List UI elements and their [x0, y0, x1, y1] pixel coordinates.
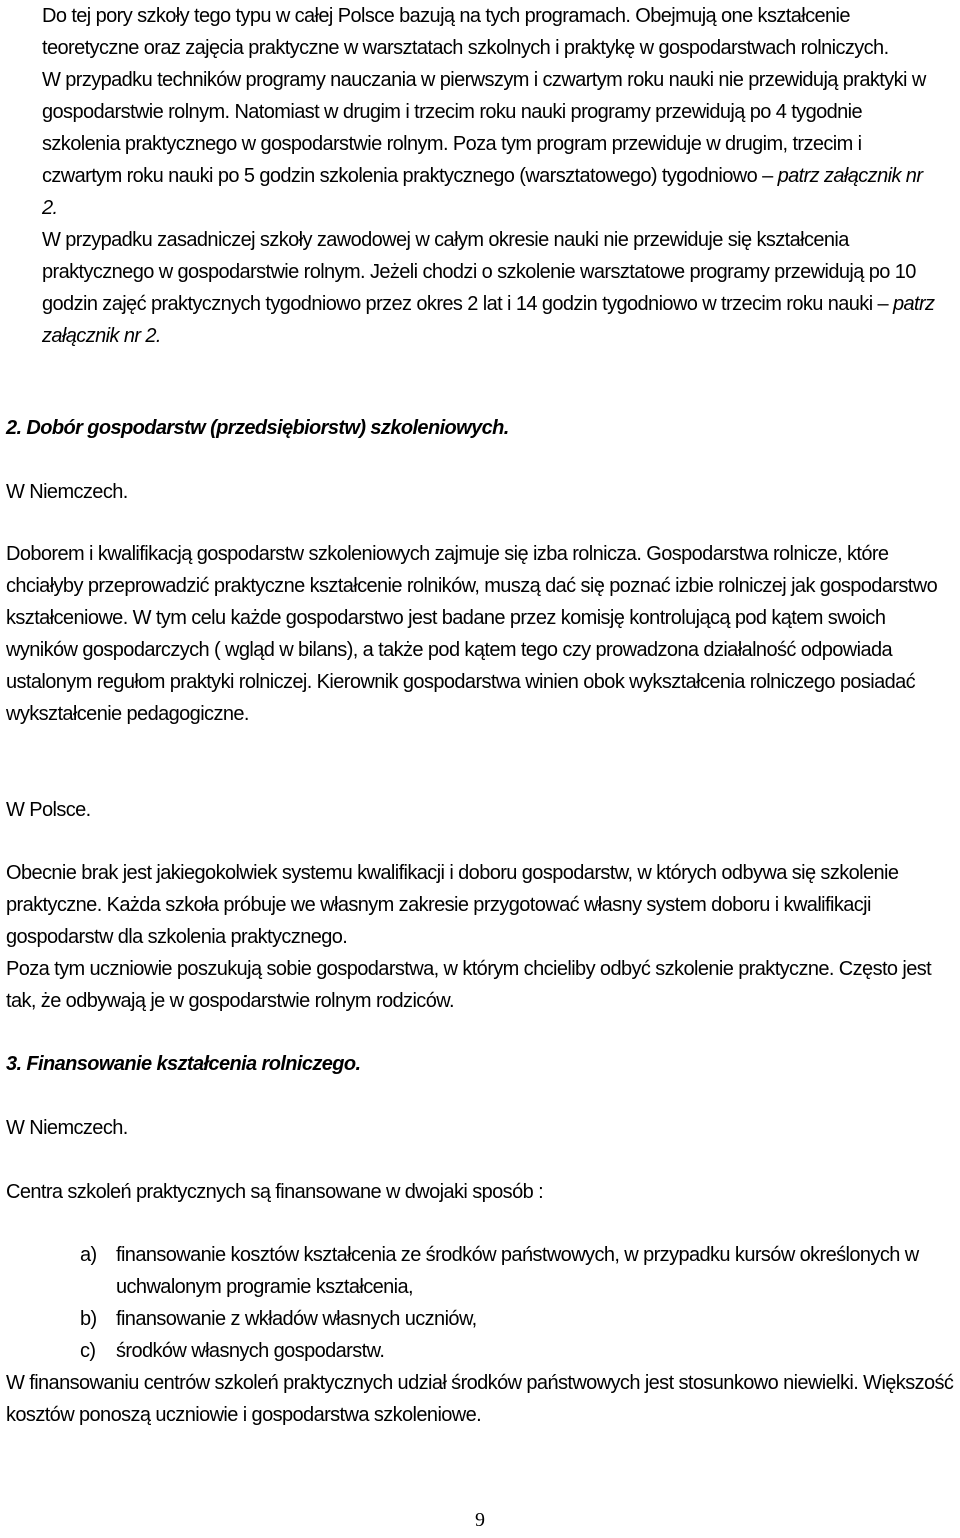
section-2-poland-label: W Polsce. — [6, 799, 91, 821]
section-3-heading: 3. Finansowanie kształcenia rolniczego. — [6, 1053, 361, 1075]
section-2-poland-paragraph-1: Obecnie brak jest jakiegokolwiek systemu kwalifikacji i doboru gospodarstw, w których odbywa się szkolenie praktyczne. Każda szkoła próbuje we własnym zakresie przygotować własny system doboru i kwalifikacji gospodarstw dla szkolenia praktycznego. — [6, 862, 899, 948]
list-marker: a) — [80, 1244, 97, 1266]
intro-section — [42, 0, 942, 352]
section-3-intro: Centra szkoleń praktycznych są finansowane w dwojaki sposób : — [6, 1181, 544, 1203]
page-number: 9 — [475, 1509, 485, 1531]
intro-paragraph-3 — [42, 224, 942, 352]
section-3-germany-label: W Niemczech. — [6, 1117, 128, 1139]
section-3-closing-paragraph: W finansowaniu centrów szkoleń praktycznych udział środków państwowych jest stosunkowo niewielki. Większość kosztów ponoszą uczniowie i gospodarstwa szkoleniowe. — [6, 1372, 954, 1426]
list-item-text: finansowanie kosztów kształcenia ze środków państwowych, w przypadku kursów określonych w uchwalonym programie kształcenia, — [116, 1244, 919, 1298]
list-item — [6, 1303, 956, 1335]
list-item-text: finansowanie z wkładów własnych uczniów, — [116, 1308, 477, 1330]
intro-paragraph-3-text: W przypadku zasadniczej szkoły zawodowej w całym okresie nauki nie przewiduje się kształcenia praktycznego w gospodarstwie rolnym. Jeżeli chodzi o szkolenie warsztatowe programy przewidują po 10 godzin zajęć praktycznych tygodniowo przez okres 2 lat i 14 godzin tygodniowo w trzecim roku nauki – — [42, 229, 916, 315]
intro-paragraph-2-text: W przypadku techników programy nauczania w pierwszym i czwartym roku nauki nie przewidują praktyki w gospodarstwie rolnym. Natomiast w drugim i trzecim roku nauki programy przewidują po 4 tygodnie szkolenia praktycznego w gospodarstwie rolnym. Poza tym program przewiduje w drugim, trzecim i czwartym roku nauki po 5 godzin szkolenia praktycznego (warsztatowego) tygodniowo – — [42, 69, 926, 187]
list-marker: c) — [80, 1340, 96, 1362]
attachment-reference: patrz załącznik nr 2. — [42, 165, 923, 219]
attachment-reference: patrz załącznik nr 2. — [42, 293, 935, 347]
section-2-germany-label: W Niemczech. — [6, 481, 128, 503]
list-marker: b) — [80, 1308, 97, 1330]
section-2-germany-paragraph: Doborem i kwalifikacją gospodarstw szkoleniowych zajmuje się izba rolnicza. Gospodarstwa rolnicze, które chciałyby przeprowadzić praktyczne kształcenie rolników, muszą dać się poznać izbie rolniczej jak gospodarstwo kształceniowe. W tym celu każde gospodarstwo jest badane przez komisję kontrolującą pod kątem swoich wyników gospodarczych ( wgląd w bilans), a także pod kątem tego czy prowadzona działalność odpowiada ustalonym regułom praktyki rolniczej. Kierownik gospodarstwa winien obok wykształcenia rolniczego posiadać wykształcenie pedagogiczne. — [6, 543, 938, 725]
list-item — [6, 1239, 956, 1303]
financing-list — [6, 1239, 956, 1367]
section-2-heading: 2. Dobór gospodarstw (przedsiębiorstw) szkoleniowych. — [6, 417, 509, 439]
section-2-poland-paragraph-2: Poza tym uczniowie poszukują sobie gospodarstwa, w którym chcieliby odbyć szkolenie praktyczne. Często jest tak, że odbywają je w gospodarstwie rolnym rodziców. — [6, 958, 932, 1012]
intro-paragraph-2 — [42, 64, 942, 224]
list-item — [6, 1335, 956, 1367]
intro-paragraph-1: Do tej pory szkoły tego typu w całej Polsce bazują na tych programach. Obejmują one kształcenie teoretyczne oraz zajęcia praktyczne w warsztatach szkolnych i praktykę w gospodarstwach rolniczych. — [42, 5, 889, 59]
list-item-text: środków własnych gospodarstw. — [116, 1340, 385, 1362]
